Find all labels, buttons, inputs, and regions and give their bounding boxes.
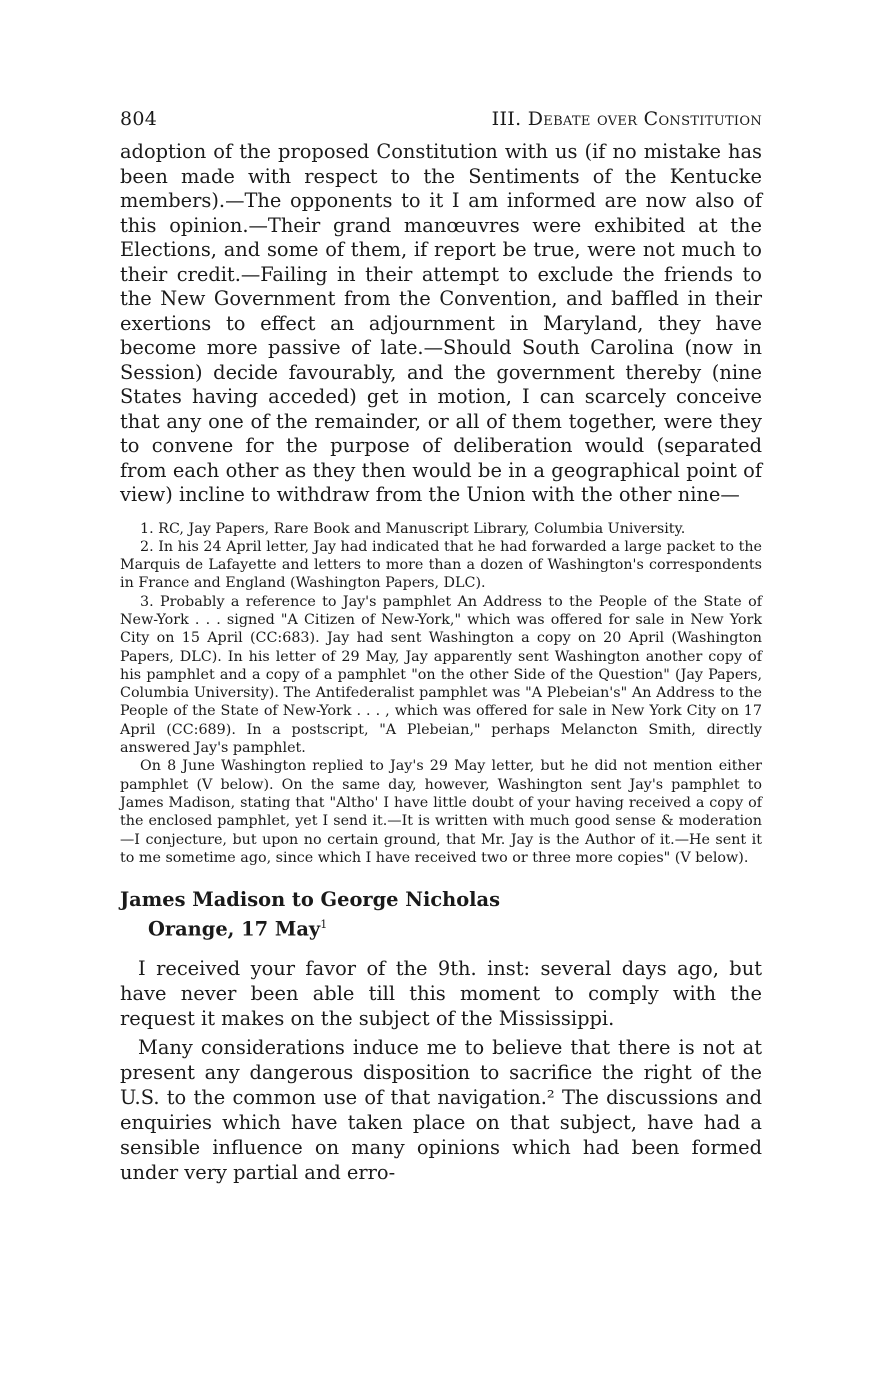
footnote-2: 2. In his 24 April letter, Jay had indicated that he had forwarded a large packet to the Marquis de Lafayette and letters to more than a dozen of Washington's correspondents in France and England (Washington Papers, DLC).: [120, 538, 762, 592]
footnote-3: 3. Probably a reference to Jay's pamphlet An Address to the People of the State of New-York . . . signed "A Citizen of New-York," which was offered for sale in New York City on 15 April (CC:683). Jay had sent Washington a copy on 20 April (Washington Papers, DLC). In his letter of 29 May, Jay apparently sent Washington another copy of his pamphlet and a copy of a pamphlet "on the other Side of the Question" (Jay Papers, Columbia University). The Antifederalist pamphlet was "A Plebeian's" An Address to the People of the State of New-York . . . , which was offered for sale in New York City on 17 April (CC:689). In a postscript, "A Plebeian," perhaps Melancton Smith, directly answered Jay's pamphlet.: [120, 593, 762, 757]
running-header: [120, 108, 762, 130]
entry-note-marker: 1: [320, 918, 328, 932]
running-title: III. Debate over Constitution: [491, 108, 762, 130]
footnote-1: 1. RC, Jay Papers, Rare Book and Manuscript Library, Columbia University.: [140, 520, 686, 537]
footnotes: [120, 520, 762, 868]
main-paragraph: adoption of the proposed Constitution with us (if no mistake has been made with respect to the Sentiments of the Kentucke members).—The opponents to it I am informed are now also of this opinion.—Their grand manœuvres were exhibited at the Elections, and some of them, if report be true, were not much to their credit.—Failing in their attempt to exclude the friends to the New Government from the Convention, and baffled in their exertions to effect an adjournment in Maryland, they have become more passive of late.—Should South Carolina (now in Session) decide favourably, and the government thereby (nine States having acceded) get in motion, I can scarcely conceive that any one of the remainder, or all of them together, were they to convene for the purpose of deliberation would (separated from each other as they then would be in a geographical point of view) incline to withdraw from the Union with the other nine—: [120, 140, 762, 506]
footnote-3-continuation: On 8 June Washington replied to Jay's 29 May letter, but he did not mention either pamphlet (V below). On the same day, however, Washington sent Jay's pamphlet to James Madison, stating that "Altho' I have little doubt of your having received a copy of the enclosed pamphlet, yet I send it.—It is written with much good sense & moderation—I conjecture, but upon no certain ground, that Mr. Jay is the Author of it.—He sent it to me sometime ago, since which I have received two or three more copies" (V below).: [120, 758, 762, 866]
entry-heading: [120, 887, 762, 941]
letter-body: [120, 956, 762, 1185]
entry-place-date: [120, 912, 762, 941]
entry-place-date-text: Orange, 17 May: [148, 917, 321, 941]
letter-paragraph: Many considerations induce me to believe that there is not at present any dangerous disposition to sacrifice the right of the U.S. to the common use of that navigation.² The discussions and enquiries which have taken place on that subject, have had a sensible influence on many opinions which had been formed under very partial and erro-: [120, 1035, 762, 1184]
document-page: [120, 108, 762, 1189]
main-paragraph-block: [120, 140, 762, 508]
page-number: 804: [120, 108, 158, 130]
entry-title: James Madison to George Nicholas: [120, 888, 501, 912]
letter-paragraph: I received your favor of the 9th. inst: several days ago, but have never been able till this moment to comply with the request it makes on the subject of the Mississippi.: [120, 956, 762, 1030]
